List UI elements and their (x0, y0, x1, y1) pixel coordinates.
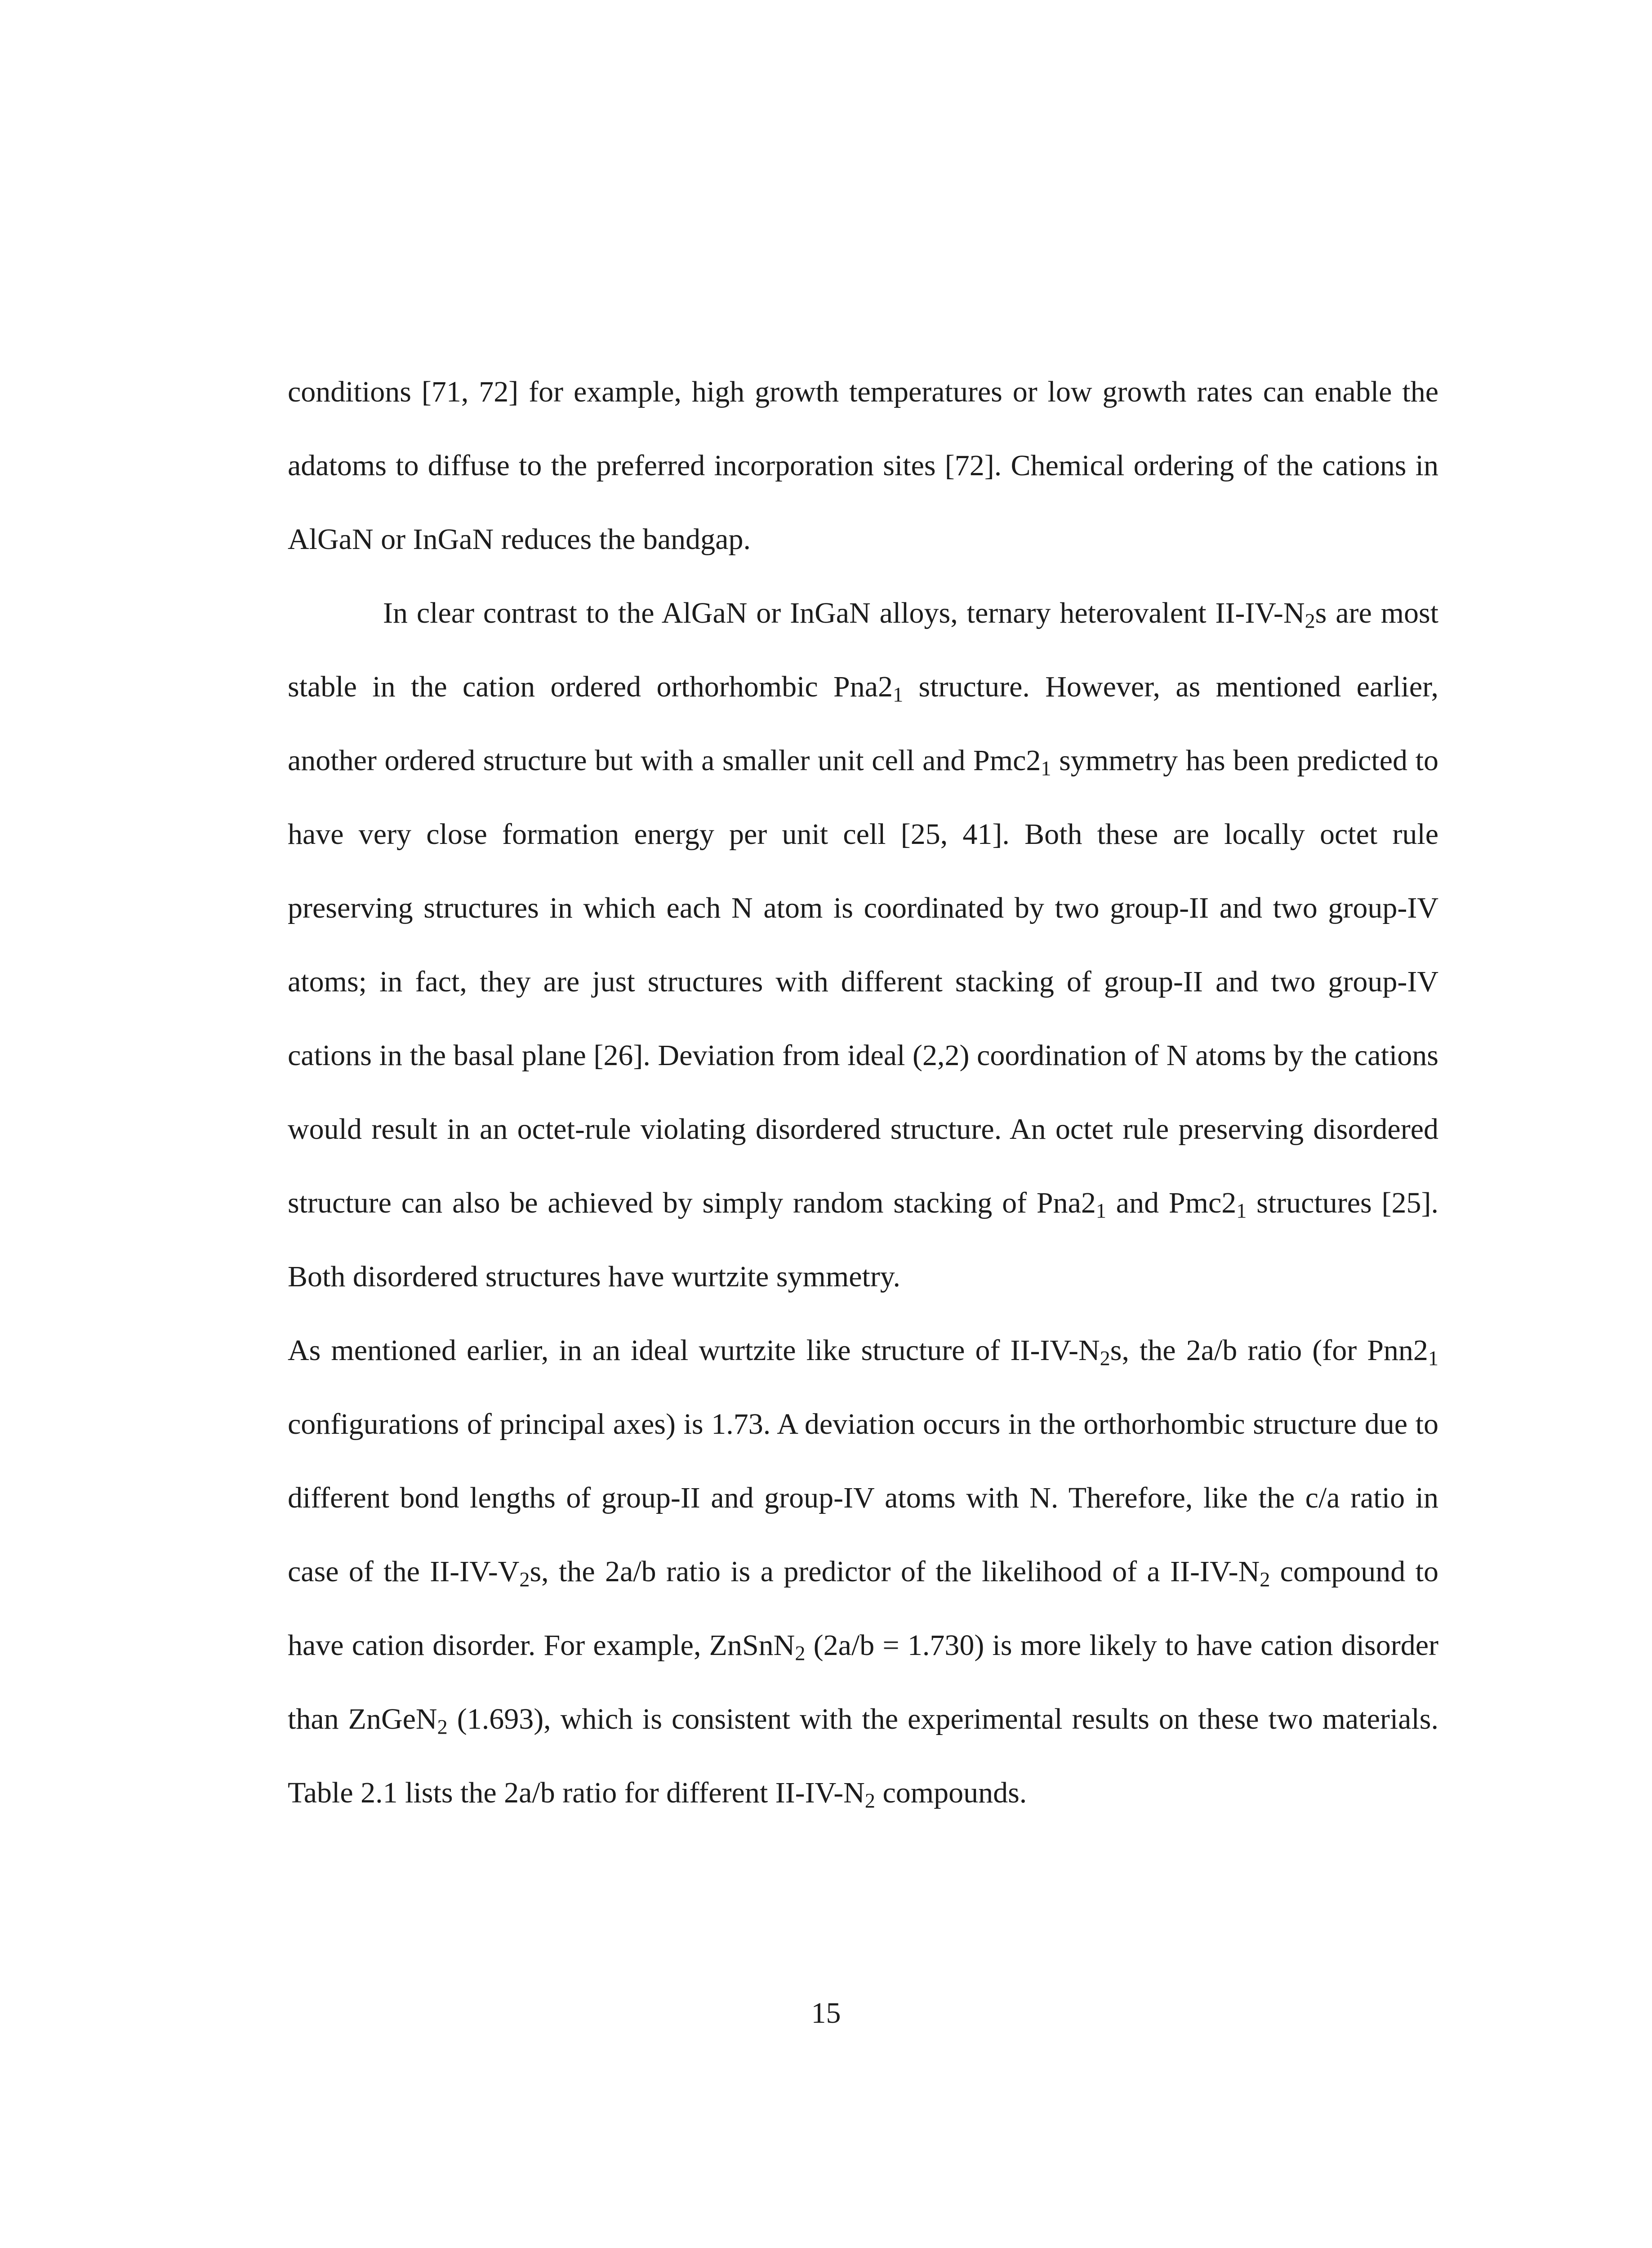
subscript: 2 (864, 1789, 875, 1812)
paragraph-text: compound to have cation disorder. For example, ZnSnN (288, 1555, 1438, 1662)
paragraph-1 (288, 355, 1438, 576)
subscript: 2 (1100, 1347, 1110, 1370)
paragraph-text: symmetry has been predicted to have very close formation energy per unit cell [25, 41]. Both these are locally octet rule preserving structures in which each N atom is coordinated by two group-II and two group-IV atoms; in fact, they are just structures with different stacking of group-II and two group-IV cations in the basal plane [26]. Deviation from ideal (2,2) coordination of N atoms by the cations would result in an octet-rule violating disordered structure. An octet rule preserving disordered structure can also be achieved by simply random stacking of Pna2 (288, 744, 1439, 1219)
paragraph-text: s, the 2a/b ratio is a predictor of the likelihood of a II-IV-N (530, 1555, 1260, 1588)
subscript: 2 (1260, 1568, 1270, 1591)
subscript: 2 (519, 1568, 530, 1591)
paragraph-text: s are most stable in the cation ordered orthorhombic Pna2 (288, 597, 1439, 703)
paragraph-text: s, the 2a/b ratio (for Pnn2 (1110, 1334, 1428, 1367)
paragraph-text: (1.693), which is consistent with the experimental results on these two materials. Table 2.1 lists the 2a/b ratio for different II-IV-N (288, 1703, 1438, 1809)
subscript: 2 (1305, 609, 1315, 633)
paragraph-text: structures [25]. Both disordered structures have wurtzite symmetry. (288, 1186, 1439, 1293)
paragraph-3 (288, 1314, 1438, 1830)
subscript: 2 (795, 1641, 806, 1665)
paragraph-text: (2a/b = 1.730) is more likely to have cation disorder than ZnGeN (288, 1629, 1438, 1735)
body-text (288, 355, 1438, 1830)
paragraph-text: structure. However, as mentioned earlier, another ordered structure but with a smaller unit cell and Pmc2 (288, 670, 1438, 777)
subscript: 1 (1041, 757, 1051, 780)
page-number: 15 (811, 1997, 841, 2029)
subscript: 2 (437, 1715, 448, 1739)
subscript: 1 (1428, 1347, 1438, 1370)
paragraph-text: compounds. (875, 1776, 1027, 1809)
paragraph-text: conditions [71, 72] for example, high growth temperatures or low growth rates can enable the adatoms to diffuse to the preferred incorporation sites [72]. Chemical ordering of the cations in AlGaN or InGaN reduces the bandgap. (288, 375, 1438, 556)
subscript: 1 (893, 683, 904, 706)
paragraph-text: configurations of principal axes) is 1.73. A deviation occurs in the orthorhombic structure due to different bond lengths of group-II and group-IV atoms with N. Therefore, like the c/a ratio in case of the II-IV-V (288, 1408, 1438, 1588)
paragraph-text: As mentioned earlier, in an ideal wurtzite like structure of II-IV-N (288, 1334, 1100, 1367)
paragraph-text: and Pmc2 (1106, 1186, 1237, 1219)
paragraph-2 (288, 576, 1438, 1314)
subscript: 1 (1236, 1199, 1247, 1222)
paragraph-text: In clear contrast to the AlGaN or InGaN alloys, ternary heterovalent II-IV-N (383, 597, 1305, 629)
subscript: 1 (1095, 1199, 1106, 1222)
